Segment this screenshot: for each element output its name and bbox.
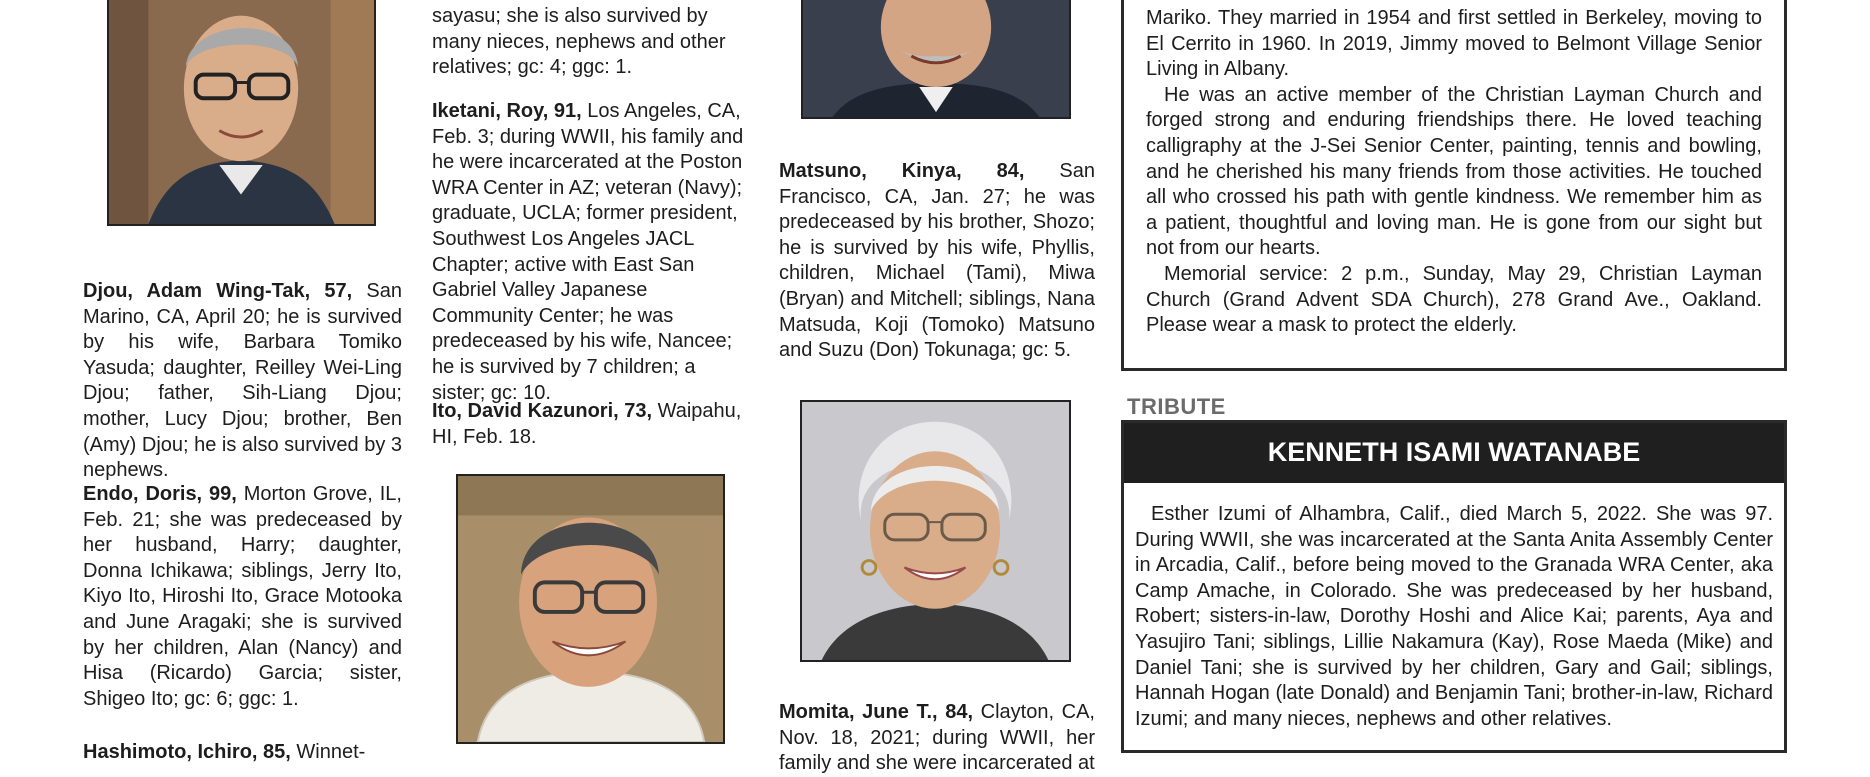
obituary-name: Momita, June T., 84,	[779, 701, 974, 723]
obituary-paragraph: Mariko. They married in 1954 and first settled in Berkeley, moving to El Cerrito in 1960. In 2019, Jimmy moved to Belmont Village Senior Living in Albany.	[1146, 7, 1762, 81]
tribute-body	[1124, 483, 1784, 732]
obituary-matsuno	[779, 159, 1095, 364]
portrait-photo-ito	[456, 474, 725, 744]
portrait-photo-momita	[800, 400, 1071, 662]
obituary-name: Djou, Adam Wing-Tak, 57,	[83, 280, 353, 302]
obituary-momita	[779, 700, 1095, 777]
obituary-name: Ito, David Kazunori, 73,	[432, 400, 653, 422]
section-label-tribute: TRIBUTE	[1127, 394, 1226, 419]
obituary-ito	[432, 399, 749, 450]
obituary-paragraph: Memorial service: 2 p.m., Sunday, May 29, Christian Layman Church (Grand Advent SDA Church), 278 Grand Ave., Oakland. Please wear a mask to protect the elderly.	[1146, 262, 1762, 337]
obituary-hashimoto	[83, 740, 402, 766]
obituary-endo	[83, 482, 402, 712]
obituary-name: Hashimoto, Ichiro, 85,	[83, 741, 291, 763]
obituary-paragraph: He was an active member of the Christian Layman Church and forged strong and enduring friendships there. He loved teaching calligraphy at the J-Sei Senior Center, painting, tennis and bowling, and he cherished his many friends from those activities. He touched all who crossed his path with gentle kindness. We remember him as a patient, thoughtful and loving man. He is gone from our sight but not from our hearts.	[1146, 83, 1762, 260]
obituary-text: Waipahu, HI, Feb. 18.	[432, 400, 742, 448]
obituary-text: Winnet-	[290, 741, 366, 763]
portrait-photo-djou	[107, 0, 376, 226]
obituary-iketani	[432, 99, 749, 406]
obituary-continued	[432, 4, 749, 81]
obituary-text: San Francisco, CA, Jan. 27; he was predeceased by his brother, Shozo; he is survived by his wife, Phyllis, children, Michael (Tami), Miwa (Bryan) and Mitchell; siblings, Nana Matsuda, Koji (Tomoko) Matsuno and Suzu (Don) Tokunaga; gc: 5.	[779, 160, 1095, 362]
obituary-text: San Marino, CA, April 20; he is survived by his wife, Barbara Tomiko Yasuda; daughter, Reilley Wei-Ling Djou; father, Sih-Liang Djou; mother, Lucy Djou; brother, Ben (Amy) Djou; he is also survived by 3 nephews.	[83, 280, 403, 482]
tribute-text: Esther Izumi of Alhambra, Calif., died March 5, 2022. She was 97. During WWII, she was incarcerated at the Santa Anita Assembly Center in Arcadia, Calif., before being moved to the Granada WRA Center, aka Camp Amache, in Colorado. She was predeceased by her husband, Robert; sisters-in-law, Dorothy Hoshi and Alice Kai; parents, Aya and Yasujiro Tani; siblings, Lillie Nakamura (Kay), Rose Maeda (Mike) and Daniel Tani; she is survived by her children, Gary and Gail; siblings, Hannah Hogan (late Donald) and Benjamin Tani; brother-in-law, Richard Izumi; and many nieces, nephews and other relatives.	[1135, 503, 1773, 730]
tribute-title: KENNETH ISAMI WATANABE	[1124, 423, 1784, 483]
obituary-text: sayasu; she is also survived by many nieces, nephews and other relatives; gc: 4; ggc: 1.	[432, 5, 726, 79]
obituary-text: Los Angeles, CA, Feb. 3; during WWII, his family and he were incarcerated at the Poston WRA Center in AZ; veteran (Navy); graduate, UCLA; former president, Southwest Los Angeles JACL Chapter; active with East San Gabriel Valley Japanese Community Center; he was predeceased by his wife, Nancee; he is survived by 7 children; a sister; gc: 10.	[432, 100, 744, 404]
obituary-name: Iketani, Roy, 91,	[432, 100, 582, 122]
obituary-text: Clayton, CA, Nov. 18, 2021; during WWII, her family and she were incarcerated at	[779, 701, 1095, 775]
tribute-box	[1121, 420, 1787, 753]
obituary-name: Matsuno, Kinya, 84,	[779, 160, 1025, 182]
obituary-text: Morton Grove, IL, Feb. 21; she was predeceased by her husband, Harry; daughter, Donna Ichikawa; siblings, Jerry Ito, Kiyo Ito, Hiroshi Ito, Grace Motooka and June Aragaki; she is survived by her children, Alan (Nancy) and Hisa (Ricardo) Garcia; sister, Shigeo Ito; gc: 6; ggc: 1.	[83, 483, 402, 710]
obituary-name: Endo, Doris, 99,	[83, 483, 237, 505]
obituary-box-continued	[1121, 0, 1787, 371]
obituary-djou	[83, 279, 402, 484]
portrait-photo-matsuno	[801, 0, 1071, 119]
